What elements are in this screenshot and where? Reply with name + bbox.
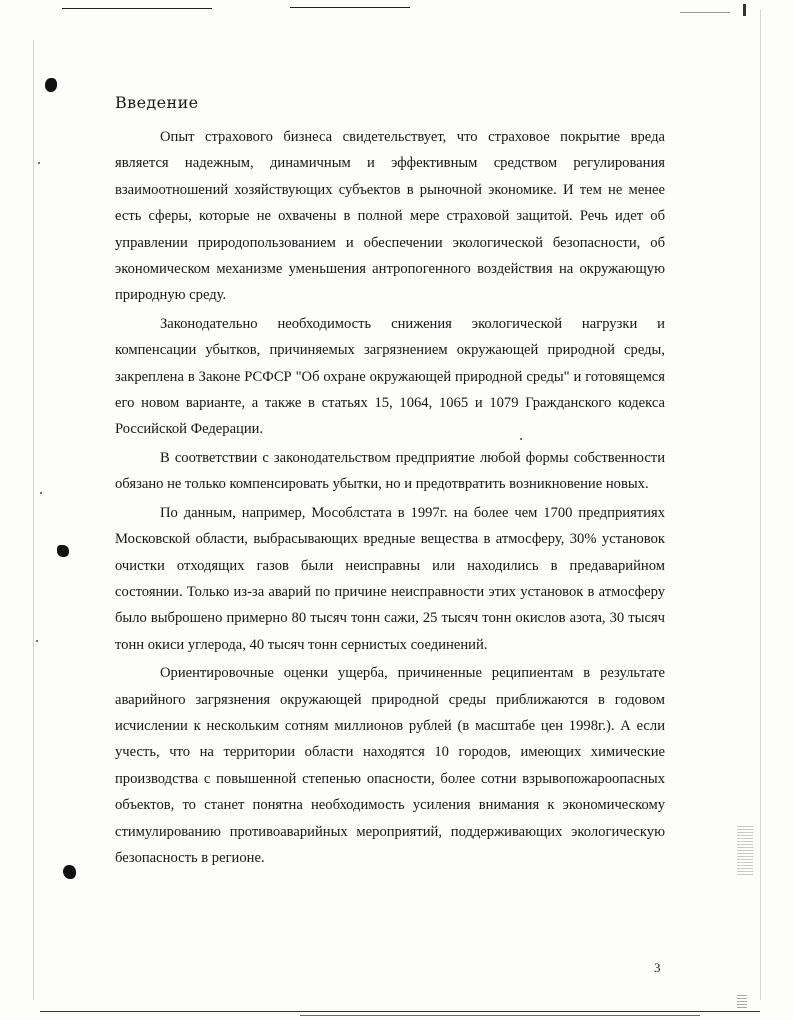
scan-artifact-line <box>62 8 212 9</box>
binder-hole-mark <box>57 545 69 557</box>
scan-artifact-mark <box>743 4 746 16</box>
page-right-edge <box>760 10 761 1000</box>
paragraph-3: В соответствии с законодательством предприятие любой формы собственности обязано не только компенсировать убытки, но и предотвратить возникновение новых. <box>115 449 665 493</box>
paragraph-1: Опыт страхового бизнеса свидетельствует, что страховое покрытие вреда является надежным, динамичным и эффективным средством регулирования взаимоотношений хозяйствующих субъектов в рыночной экономике. И тем не менее есть сферы, которые не охвачены в полной мере страховой защитой. Речь идет об управлении природопользованием и обеспечении экологической безопасности, об экономическом механизме уменьшения антропогенного воздействия на окружающую природную среду. <box>115 129 665 304</box>
page-left-edge <box>33 40 34 1000</box>
scan-speck <box>38 162 40 164</box>
body-text <box>115 124 665 871</box>
paragraph-5: Ориентировочные оценки ущерба, причиненные реципиентам в результате аварийного загрязнения окружающей природной среды приближаются в годовом исчислении к нескольким сотням миллионов рублей (в масштабе цен 1998г.). А если учесть, что на территории области находятся 10 городов, имеющих химические производства с повышенной степенью опасности, более сотни взрывопожароопасных объектов, то станет понятна необходимость усиления внимания к экономическому стимулированию противоаварийных мероприятий, поддерживающих экологическую безопасность в регионе. <box>115 665 665 866</box>
scan-artifact-line <box>40 1011 760 1012</box>
scan-artifact-line <box>290 7 410 8</box>
scan-artifact-line <box>300 1015 700 1016</box>
paragraph-4: По данным, например, Мособлстата в 1997г. на более чем 1700 предприятиях Московской области, выбрасывающих вредные вещества в атмосферу, 30% установок очистки отходящих газов были неисправны или находились в предаварийном состоянии. Только из-за аварий по причине неисправности этих установок в атмосферу было выброшено примерно 80 тысяч тонн сажи, 25 тысяч тонн окислов азота, 30 тысяч тонн окиси углерода, 40 тысяч тонн сернистых соединений. <box>115 504 665 653</box>
scan-speck <box>36 640 38 642</box>
paragraph-2: Законодательно необходимость снижения экологической нагрузки и компенсации убытков, причиняемых загрязнением окружающей природной среды, закреплена в Законе РСФСР "Об охране окружающей природной среды" и готовящемся его новом варианте, а также в статьях 15, 1064, 1065 и 1079 Гражданского кодекса Российской Федерации. <box>115 315 665 438</box>
binder-hole-mark <box>63 865 76 879</box>
margin-scan-noise <box>737 826 753 876</box>
binder-hole-mark <box>45 78 57 92</box>
section-heading: Введение <box>115 93 199 112</box>
margin-scan-noise <box>737 995 747 1009</box>
scan-speck <box>40 492 42 494</box>
scan-artifact-line <box>680 12 730 13</box>
page-number: 3 <box>654 960 661 975</box>
